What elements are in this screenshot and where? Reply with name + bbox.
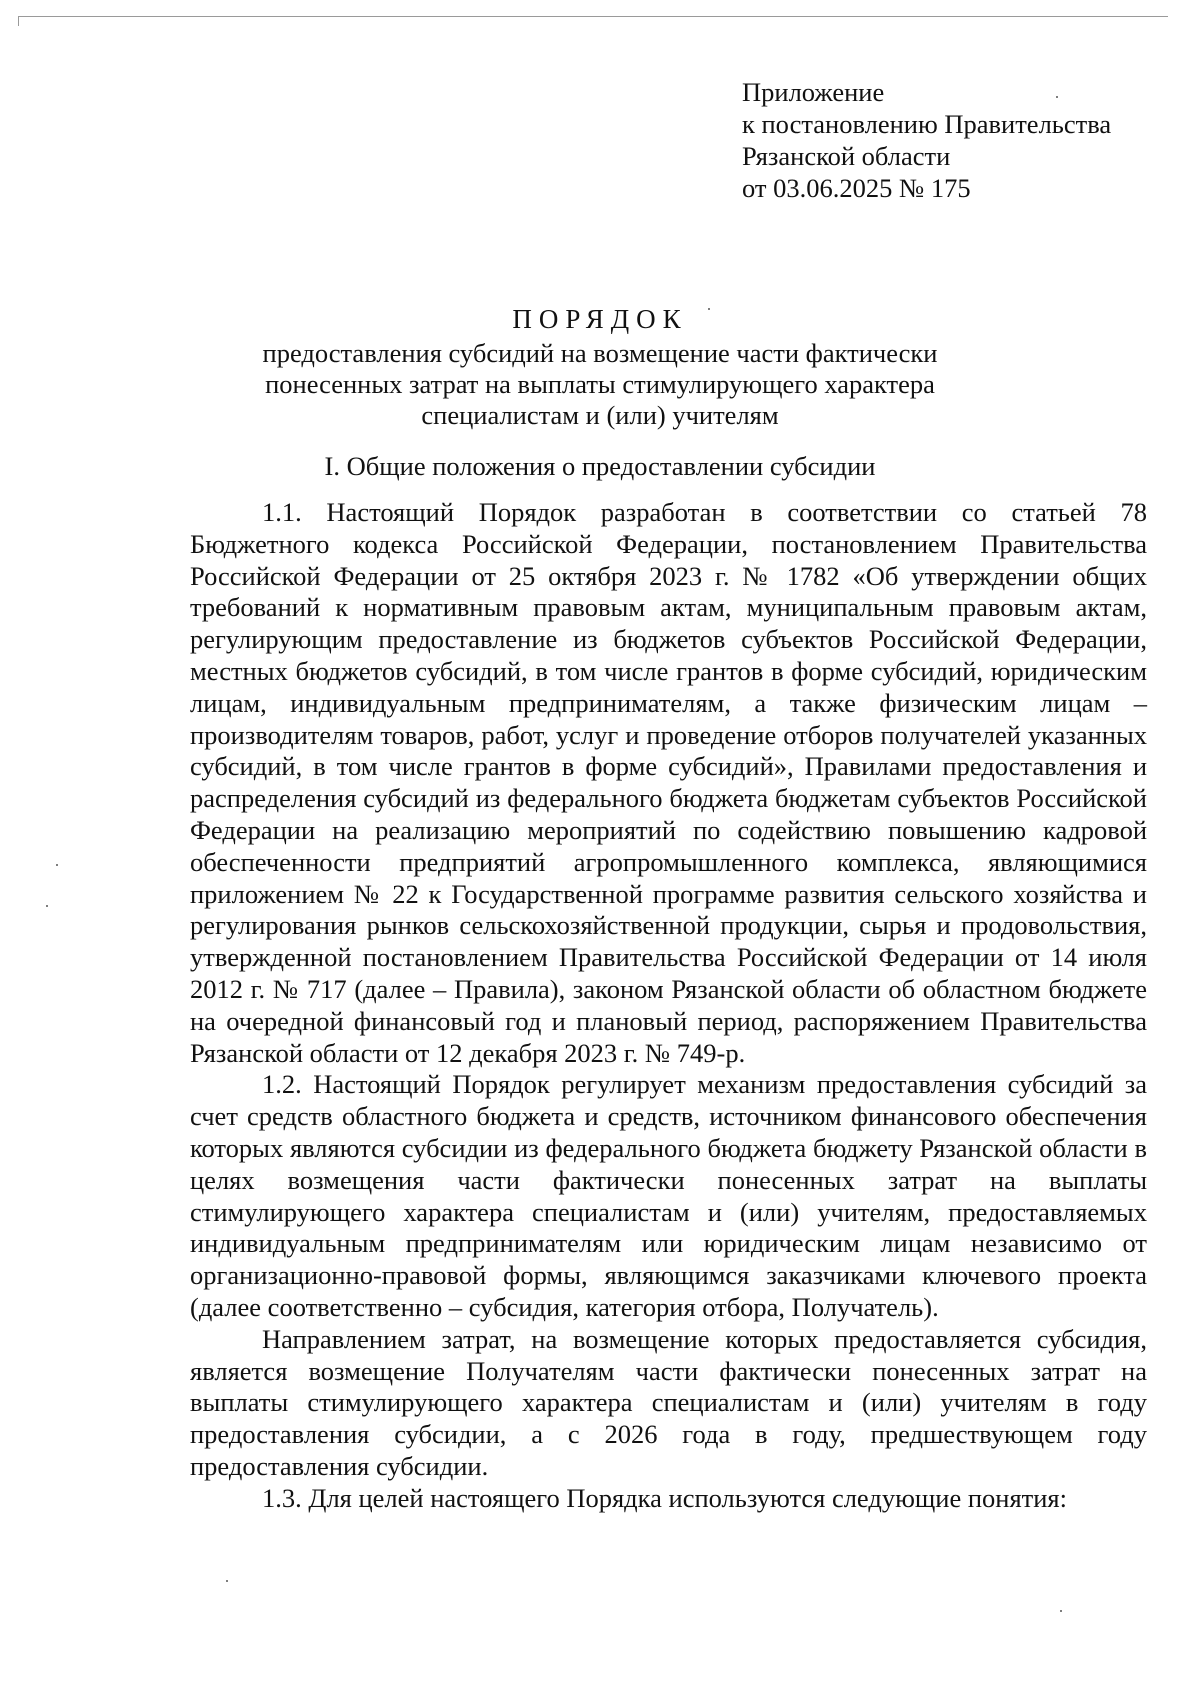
subtitle-line-3: специалистам и (или) учителям bbox=[421, 400, 779, 430]
scan-speck bbox=[1060, 1610, 1062, 1612]
section-heading: I. Общие положения о предоставлении субсидии bbox=[324, 451, 876, 481]
header-line-appendix: Приложение bbox=[742, 77, 885, 107]
paragraph-1-1: 1.1. Настоящий Порядок разработан в соответствии со статьей 78 Бюджетного кодекса Российской Федерации, постановлением Правительства Российской Федерации от 25 октября 2023 г. № 1782 «Об утверждении общих требований к нормативным правовым актам, муниципальным правовым актам, регулирующим предоставление из бюджетов субъектов Российской Федерации, местных бюджетов субсидий, в том числе грантов в форме субсидий, юридическим лицам, индивидуальным предпринимателям, а также физическим лицам – производителям товаров, работ, услуг и проведение отборов получателей указанных субсидий, в том числе грантов в форме субсидий», Правилами предоставления и распределения субсидий из федерального бюджета бюджетам субъектов Российской Федерации на реализацию мероприятий по содействию повышению кадровой обеспеченности предприятий агропромышленного комплекса, являющимися приложением № 22 к Государственной программе развития сельского хозяйства и регулирования рынков сельскохозяйственной продукции, сырья и продовольствия, утвержденной постановлением Правительства Российской Федерации от 14 июля 2012 г. № 717 (далее – Правила), законом Рязанской области об областном бюджете на очередной финансовый год и плановый период, распоряжением Правительства Рязанской области от 12 декабря 2023 г. № 749-р. bbox=[190, 497, 1147, 1068]
paragraph-1-2: 1.2. Настоящий Порядок регулирует механизм предоставления субсидий за счет средств областного бюджета и средств, источником финансового обеспечения которых являются субсидии из федерального бюджета бюджету Рязанской области в целях возмещения части фактически понесенных затрат на выплаты стимулирующего характера специалистам и (или) учителям, предоставляемых индивидуальным предпринимателям или юридическим лицам независимо от организационно-правовой формы, являющимся заказчиками ключевого проекта (далее соответственно – субсидия, категория отбора, Получатель). bbox=[190, 1069, 1147, 1322]
paragraph-1-3: 1.3. Для целей настоящего Порядка используются следующие понятия: bbox=[262, 1482, 1067, 1513]
header-line-date-number: от 03.06.2025 № 175 bbox=[742, 173, 971, 203]
scan-edge-top bbox=[18, 16, 1168, 17]
scan-edge-left bbox=[18, 16, 19, 26]
document-title: ПОРЯДОК bbox=[512, 304, 688, 334]
scan-speck bbox=[46, 905, 48, 907]
subtitle-line-1: предоставления субсидий на возмещение части фактически bbox=[262, 338, 938, 368]
document-attachment-header bbox=[742, 76, 1111, 204]
header-line-region: Рязанской области bbox=[742, 141, 951, 171]
document-body bbox=[190, 497, 1147, 1515]
header-line-resolution: к постановлению Правительства bbox=[742, 109, 1112, 139]
subtitle-line-2: понесенных затрат на выплаты стимулирующего характера bbox=[265, 369, 935, 399]
paragraph-cost-direction: Направлением затрат, на возмещение которых предоставляется субсидия, является возмещение Получателям части фактически понесенных затрат на выплаты стимулирующего характера специалистам и (или) учителям в году предоставления субсидии, а с 2026 года в году, предшествующем году предоставления субсидии. bbox=[190, 1323, 1147, 1481]
document-subtitle bbox=[250, 338, 950, 431]
scan-speck bbox=[56, 864, 58, 866]
scan-speck bbox=[226, 1580, 228, 1582]
